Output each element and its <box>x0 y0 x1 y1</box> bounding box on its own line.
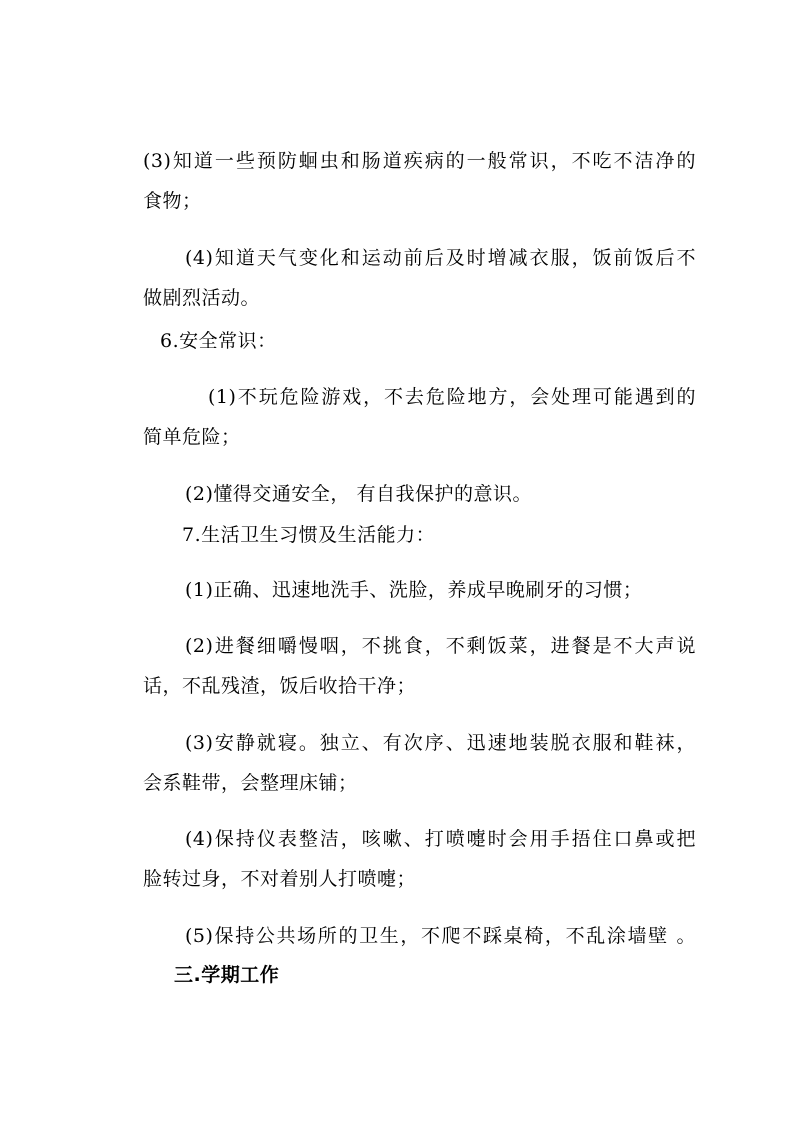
paragraph-hygiene-3-line-2: 食物； <box>143 190 202 212</box>
paragraph-habits-5: (5)保持公共场所的卫生，不爬不踩桌椅，不乱涂墙壁 。 <box>185 925 696 947</box>
paragraph-habits-3-line-1: (3)安静就寝。独立、有次序、迅速地装脱衣服和鞋袜， <box>185 732 696 754</box>
paragraph-hygiene-3-line-1: (3)知道一些预防蛔虫和肠道疾病的一般常识，不吃不洁净的 <box>143 150 696 172</box>
paragraph-safety-2: (2)懂得交通安全， 有自我保护的意识。 <box>185 483 532 505</box>
paragraph-habits-1: (1)正确、迅速地洗手、洗脸，养成早晚刷牙的习惯； <box>185 579 643 601</box>
section-safety-heading: 6.安全常识： <box>160 330 277 352</box>
paragraph-habits-3-line-2: 会系鞋带，会整理床铺； <box>143 772 358 794</box>
paragraph-habits-2-line-1: (2)进餐细嚼慢咽，不挑食，不剩饭菜，进餐是不大声说 <box>185 635 696 657</box>
paragraph-habits-4-line-2: 脸转过身，不对着别人打喷嚏； <box>143 868 417 890</box>
paragraph-habits-4-line-1: (4)保持仪表整洁，咳嗽、打喷嚏时会用手捂住口鼻或把 <box>185 828 696 850</box>
paragraph-habits-2-line-2: 话，不乱残渣，饭后收拾干净； <box>143 675 417 697</box>
paragraph-safety-1-line-2: 简单危险； <box>143 426 241 448</box>
paragraph-hygiene-4-line-1: (4)知道天气变化和运动前后及时增减衣服，饭前饭后不 <box>185 247 696 269</box>
section-life-habits-heading: 7.生活卫生习惯及生活能力： <box>182 524 436 546</box>
paragraph-safety-1-line-1: (1)不玩危险游戏，不去危险地方，会处理可能遇到的 <box>208 386 696 408</box>
section-semester-work-heading: 三.学期工作 <box>174 964 280 986</box>
paragraph-hygiene-4-line-2: 做剧烈活动。 <box>143 287 261 309</box>
